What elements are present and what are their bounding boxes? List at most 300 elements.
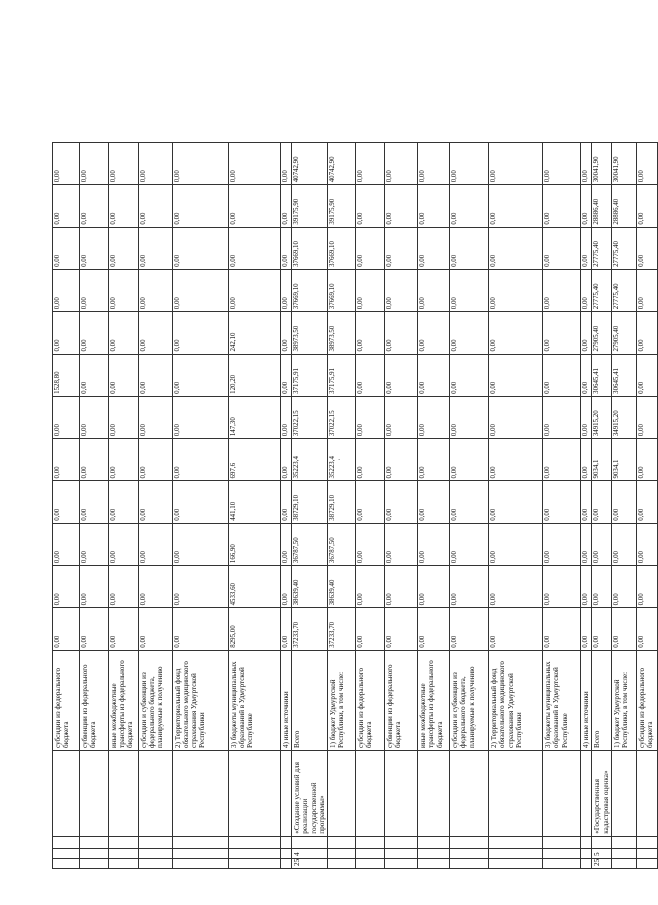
value-cell: 28886,40 bbox=[612, 185, 637, 227]
value-cell: 0,00 bbox=[592, 608, 612, 650]
value-cell: 0,00 bbox=[109, 566, 139, 608]
table-row bbox=[356, 57, 385, 869]
value-cell: 0,00 bbox=[53, 269, 80, 311]
value-cell: 0,00 bbox=[229, 269, 281, 311]
row-number-cell bbox=[581, 848, 592, 858]
value-cell: 0,00 bbox=[385, 269, 418, 311]
program-name-cell bbox=[281, 750, 292, 836]
value-cell: 0,00 bbox=[356, 227, 385, 269]
value-cell: 0,00 bbox=[637, 566, 658, 608]
value-cell: 0,00 bbox=[109, 354, 139, 396]
table-row bbox=[109, 57, 139, 869]
program-name-cell bbox=[356, 750, 385, 836]
value-cell: 0,00 bbox=[581, 312, 592, 354]
value-cell: 0,00 bbox=[109, 439, 139, 481]
value-cell: 36787,50 bbox=[328, 523, 356, 565]
value-cell: 0,00 bbox=[418, 269, 450, 311]
value-cell: 27775,40 bbox=[592, 269, 612, 311]
value-cell: 30041,90 bbox=[612, 142, 637, 184]
value-cell: 0,00 bbox=[139, 312, 173, 354]
row-number-cell bbox=[281, 848, 292, 858]
row-number-cell bbox=[53, 848, 80, 858]
value-cell: 0,00 bbox=[450, 566, 489, 608]
value-cell: 0,00 bbox=[418, 354, 450, 396]
value-cell: 0,00 bbox=[139, 608, 173, 650]
value-cell: 0,00 bbox=[281, 396, 292, 438]
value-cell: 0,00 bbox=[418, 142, 450, 184]
value-cell: 37669,10 bbox=[292, 227, 328, 269]
value-cell: 0,00 bbox=[489, 523, 543, 565]
spacer-cell bbox=[328, 836, 356, 848]
value-cell: 0,00 bbox=[418, 481, 450, 523]
table-row bbox=[229, 57, 281, 869]
value-cell: 0,00 bbox=[637, 439, 658, 481]
value-cell: 0,00 bbox=[581, 269, 592, 311]
value-cell: 0,00 bbox=[356, 566, 385, 608]
row-index-cell bbox=[385, 858, 418, 868]
value-cell: 0,00 bbox=[637, 269, 658, 311]
value-cell: 37022,15 bbox=[328, 396, 356, 438]
value-cell: 34915,20 bbox=[612, 396, 637, 438]
value-cell: 38729,10 bbox=[328, 481, 356, 523]
value-cell: 0,00 bbox=[418, 608, 450, 650]
table-row bbox=[450, 57, 489, 869]
program-name-cell bbox=[53, 750, 80, 836]
value-cell: 0,00 bbox=[637, 523, 658, 565]
table-row bbox=[328, 57, 356, 869]
value-cell: 0,00 bbox=[450, 142, 489, 184]
value-cell: 0,00 bbox=[581, 227, 592, 269]
value-cell: 0,00 bbox=[385, 227, 418, 269]
program-name-cell bbox=[418, 750, 450, 836]
value-cell: 37669,10 bbox=[328, 269, 356, 311]
budget-table bbox=[52, 56, 658, 869]
value-cell: 0,00 bbox=[489, 608, 543, 650]
value-cell: 0,00 bbox=[450, 396, 489, 438]
value-cell: 0,00 bbox=[80, 227, 109, 269]
value-cell: 0,00 bbox=[418, 312, 450, 354]
value-cell: 37233,70 bbox=[292, 608, 328, 650]
value-cell: 0,00 bbox=[173, 269, 229, 311]
value-cell: 0,00 bbox=[281, 142, 292, 184]
table-row bbox=[418, 57, 450, 869]
value-cell: 0,00 bbox=[173, 481, 229, 523]
value-cell: 0,00 bbox=[385, 396, 418, 438]
value-cell: 0,00 bbox=[80, 312, 109, 354]
value-cell: 0,00 bbox=[612, 608, 637, 650]
value-cell: 0,00 bbox=[450, 608, 489, 650]
funding-source-cell: иные межбюджетные трансферты из федерального бюджета bbox=[109, 650, 139, 750]
row-number-cell bbox=[229, 848, 281, 858]
value-cell: 0,00 bbox=[489, 396, 543, 438]
table-row bbox=[612, 57, 637, 869]
value-cell: 0,00 bbox=[543, 608, 581, 650]
row-index-cell bbox=[229, 858, 281, 868]
funding-source-cell: иные межбюджетные трансферты из федерального бюджета bbox=[418, 650, 450, 750]
value-cell: 0,00 bbox=[139, 523, 173, 565]
row-index-cell bbox=[418, 858, 450, 868]
row-index-cell: 25 bbox=[292, 858, 328, 868]
value-cell: 0,00 bbox=[450, 312, 489, 354]
funding-source-cell: субсидии из федерального бюджета bbox=[356, 650, 385, 750]
value-cell: 1528,80 bbox=[53, 354, 80, 396]
value-cell: 0,00 bbox=[356, 481, 385, 523]
value-cell: 0,00 bbox=[543, 523, 581, 565]
funding-source-cell: субсидии из федерального бюджета bbox=[53, 650, 80, 750]
value-cell: 38639,40 bbox=[292, 566, 328, 608]
value-cell: 36787,50 bbox=[292, 523, 328, 565]
value-cell: 0,00 bbox=[385, 354, 418, 396]
value-cell: 0,00 bbox=[543, 439, 581, 481]
value-cell: 0,00 bbox=[489, 439, 543, 481]
funding-source-cell: субсидии и субвенции из федерального бюджета, планируемые к получению bbox=[139, 650, 173, 750]
value-cell: 0,00 bbox=[356, 185, 385, 227]
value-cell: 0,00 bbox=[581, 481, 592, 523]
value-cell: 38973,50 bbox=[328, 312, 356, 354]
value-cell: 0,00 bbox=[450, 354, 489, 396]
value-cell: 0,00 bbox=[450, 523, 489, 565]
value-cell: 0,00 bbox=[612, 481, 637, 523]
value-cell: 0,00 bbox=[450, 227, 489, 269]
value-cell: 697,6 bbox=[229, 439, 281, 481]
row-index-cell bbox=[139, 858, 173, 868]
value-cell: 0,00 bbox=[592, 566, 612, 608]
row-number-cell: 5 bbox=[592, 848, 612, 858]
value-cell: 0,00 bbox=[173, 227, 229, 269]
value-cell: 0,00 bbox=[53, 142, 80, 184]
value-cell: 0,00 bbox=[418, 185, 450, 227]
funding-source-cell: субвенции из федерального бюджета bbox=[385, 650, 418, 750]
funding-source-cell: субсидии и субвенции из федерального бюджета, планируемые к получению bbox=[450, 650, 489, 750]
value-cell: 0,00 bbox=[80, 481, 109, 523]
value-cell: 0,00 bbox=[543, 566, 581, 608]
value-cell: 37175,91 bbox=[292, 354, 328, 396]
value-cell: 0,00 bbox=[543, 185, 581, 227]
value-cell: 0,00 bbox=[53, 523, 80, 565]
value-cell: 0,00 bbox=[489, 566, 543, 608]
value-cell: 27775,40 bbox=[592, 227, 612, 269]
value-cell: 0,00 bbox=[109, 481, 139, 523]
funding-source-cell: 3) бюджеты муниципальных образований в Удмуртской Республике bbox=[229, 650, 281, 750]
program-name-cell bbox=[139, 750, 173, 836]
program-name-cell: «Государственная кадастровая оценка» bbox=[592, 750, 612, 836]
value-cell: 0,00 bbox=[418, 227, 450, 269]
value-cell: 0,00 bbox=[80, 439, 109, 481]
value-cell: 0,00 bbox=[80, 608, 109, 650]
value-cell: 27905,40 bbox=[612, 312, 637, 354]
value-cell: 38973,50 bbox=[292, 312, 328, 354]
value-cell: 0,00 bbox=[581, 354, 592, 396]
value-cell: 0,00 bbox=[109, 608, 139, 650]
value-cell: 0,00 bbox=[356, 142, 385, 184]
row-number-cell bbox=[489, 848, 543, 858]
value-cell: 39175,90 bbox=[328, 185, 356, 227]
value-cell: 0,00 bbox=[385, 142, 418, 184]
spacer-cell bbox=[173, 836, 229, 848]
value-cell: 0,00 bbox=[637, 227, 658, 269]
spacer-cell bbox=[543, 836, 581, 848]
value-cell: 0,00 bbox=[356, 269, 385, 311]
value-cell: 0,00 bbox=[139, 354, 173, 396]
table-row bbox=[139, 57, 173, 869]
value-cell: 0,00 bbox=[281, 523, 292, 565]
spacer-cell bbox=[592, 836, 612, 848]
program-name-cell bbox=[328, 750, 356, 836]
value-cell: 0,00 bbox=[450, 481, 489, 523]
row-index-cell bbox=[543, 858, 581, 868]
program-name-cell bbox=[173, 750, 229, 836]
value-cell: 0,00 bbox=[581, 566, 592, 608]
row-number-cell bbox=[543, 848, 581, 858]
row-number-cell bbox=[450, 848, 489, 858]
value-cell: 0,00 bbox=[489, 312, 543, 354]
value-cell: 0,00 bbox=[173, 396, 229, 438]
row-number-cell bbox=[356, 848, 385, 858]
value-cell: 37022,15 bbox=[292, 396, 328, 438]
value-cell: 0,00 bbox=[139, 227, 173, 269]
program-name-cell bbox=[637, 750, 658, 836]
value-cell: 0,00 bbox=[356, 396, 385, 438]
funding-source-cell: Всего bbox=[292, 650, 328, 750]
value-cell: 0,00 bbox=[385, 185, 418, 227]
funding-source-cell: 2) Территориальный фонд обязательного медицинского страхования Удмуртской Республики bbox=[489, 650, 543, 750]
row-number-cell bbox=[418, 848, 450, 858]
value-cell: 0,00 bbox=[581, 142, 592, 184]
program-name-cell bbox=[109, 750, 139, 836]
row-number-cell bbox=[385, 848, 418, 858]
value-cell: 0,00 bbox=[53, 481, 80, 523]
program-name-cell bbox=[385, 750, 418, 836]
value-cell: 0,00 bbox=[281, 439, 292, 481]
value-cell: 0,00 bbox=[612, 523, 637, 565]
row-number-cell bbox=[139, 848, 173, 858]
value-cell: 0,00 bbox=[281, 354, 292, 396]
value-cell: 0,00 bbox=[139, 566, 173, 608]
value-cell: 0,00 bbox=[592, 481, 612, 523]
value-cell: 0,00 bbox=[281, 481, 292, 523]
value-cell: 0,00 bbox=[450, 269, 489, 311]
value-cell: 0,00 bbox=[281, 608, 292, 650]
value-cell: 0,00 bbox=[489, 142, 543, 184]
spacer-cell bbox=[637, 836, 658, 848]
spacer-cell bbox=[292, 836, 328, 848]
table-row bbox=[281, 57, 292, 869]
value-cell: 441,10 bbox=[229, 481, 281, 523]
value-cell: 0,00 bbox=[109, 227, 139, 269]
row-number-cell bbox=[612, 848, 637, 858]
funding-source-cell: Всего bbox=[592, 650, 612, 750]
funding-source-cell: 3) бюджеты муниципальных образований в Удмуртской Республике bbox=[543, 650, 581, 750]
value-cell: 0,00 bbox=[489, 481, 543, 523]
value-cell: 30645,41 bbox=[592, 354, 612, 396]
row-index-cell bbox=[328, 858, 356, 868]
value-cell: 0,00 bbox=[581, 439, 592, 481]
spacer-cell bbox=[281, 836, 292, 848]
row-index-cell bbox=[356, 858, 385, 868]
funding-source-cell: 1) бюджет Удмуртской Республики, в том числе: bbox=[328, 650, 356, 750]
value-cell: 35223,4 bbox=[328, 439, 356, 481]
value-cell: 166,90 bbox=[229, 523, 281, 565]
value-cell: 0,00 bbox=[173, 608, 229, 650]
row-number-cell bbox=[109, 848, 139, 858]
value-cell: 37233,70 bbox=[328, 608, 356, 650]
value-cell: 0,00 bbox=[356, 608, 385, 650]
value-cell: 0,00 bbox=[53, 608, 80, 650]
value-cell: 0,00 bbox=[80, 185, 109, 227]
value-cell: 39175,90 bbox=[292, 185, 328, 227]
value-cell: 0,00 bbox=[489, 185, 543, 227]
value-cell: 28886,40 bbox=[592, 185, 612, 227]
value-cell: 0,00 bbox=[109, 142, 139, 184]
value-cell: 0,00 bbox=[53, 396, 80, 438]
value-cell: 38639,40 bbox=[328, 566, 356, 608]
value-cell: 0,00 bbox=[139, 396, 173, 438]
spacer-cell bbox=[80, 836, 109, 848]
value-cell: 0,00 bbox=[109, 396, 139, 438]
value-cell: 35223,4 bbox=[292, 439, 328, 481]
value-cell: 0,00 bbox=[418, 439, 450, 481]
value-cell: 0,00 bbox=[80, 142, 109, 184]
row-number-cell bbox=[80, 848, 109, 858]
value-cell: 0,00 bbox=[356, 354, 385, 396]
value-cell: 0,00 bbox=[173, 185, 229, 227]
value-cell: 0,00 bbox=[637, 396, 658, 438]
value-cell: 34915,20 bbox=[592, 396, 612, 438]
value-cell: 0,00 bbox=[173, 523, 229, 565]
value-cell: 0,00 bbox=[543, 142, 581, 184]
table-row bbox=[173, 57, 229, 869]
value-cell: 0,00 bbox=[80, 396, 109, 438]
table-row bbox=[53, 57, 80, 869]
row-index-cell bbox=[489, 858, 543, 868]
value-cell: 0,00 bbox=[637, 142, 658, 184]
funding-source-cell: 4) иные источники bbox=[581, 650, 592, 750]
table-row bbox=[292, 57, 328, 869]
value-cell: 0,00 bbox=[543, 227, 581, 269]
value-cell: 0,00 bbox=[229, 185, 281, 227]
value-cell: 40742,90 bbox=[292, 142, 328, 184]
value-cell: 38729,10 bbox=[292, 481, 328, 523]
value-cell: 0,00 bbox=[581, 608, 592, 650]
value-cell: 0,00 bbox=[385, 608, 418, 650]
value-cell: 0,00 bbox=[173, 312, 229, 354]
value-cell: 0,00 bbox=[173, 354, 229, 396]
value-cell: 0,00 bbox=[592, 523, 612, 565]
value-cell: 0,00 bbox=[80, 269, 109, 311]
value-cell: 0,00 bbox=[109, 523, 139, 565]
value-cell: 0,00 bbox=[281, 185, 292, 227]
value-cell: 242,10 bbox=[229, 312, 281, 354]
funding-source-cell: 1) бюджет Удмуртской Республики, в том числе: bbox=[612, 650, 637, 750]
row-index-cell bbox=[612, 858, 637, 868]
spacer-cell bbox=[418, 836, 450, 848]
value-cell: 0,00 bbox=[450, 185, 489, 227]
value-cell: 0,00 bbox=[385, 566, 418, 608]
value-cell: 0,00 bbox=[139, 142, 173, 184]
program-name-cell bbox=[80, 750, 109, 836]
value-cell: 37175,91 bbox=[328, 354, 356, 396]
funding-source-cell: субсидии из федерального бюджета bbox=[637, 650, 658, 750]
spacer-cell bbox=[53, 836, 80, 848]
value-cell: 40742,90 bbox=[328, 142, 356, 184]
value-cell: 0,00 bbox=[356, 312, 385, 354]
value-cell: 0,00 bbox=[53, 312, 80, 354]
value-cell: 27905,40 bbox=[592, 312, 612, 354]
value-cell: 0,00 bbox=[139, 481, 173, 523]
row-number-cell bbox=[328, 848, 356, 858]
value-cell: 0,00 bbox=[356, 439, 385, 481]
value-cell: 0,00 bbox=[418, 566, 450, 608]
value-cell: 37669,10 bbox=[328, 227, 356, 269]
spacer-cell bbox=[612, 836, 637, 848]
spacer-cell bbox=[109, 836, 139, 848]
value-cell: 0,00 bbox=[80, 523, 109, 565]
program-name-cell bbox=[489, 750, 543, 836]
table-row bbox=[489, 57, 543, 869]
value-cell: 0,00 bbox=[637, 481, 658, 523]
value-cell: 0,00 bbox=[489, 227, 543, 269]
value-cell: 0,00 bbox=[139, 439, 173, 481]
value-cell: 0,00 bbox=[53, 566, 80, 608]
table-row bbox=[581, 57, 592, 869]
value-cell: 0,00 bbox=[581, 185, 592, 227]
table-row bbox=[385, 57, 418, 869]
program-name-cell bbox=[229, 750, 281, 836]
value-cell: 0,00 bbox=[53, 185, 80, 227]
value-cell: 30041,90 bbox=[592, 142, 612, 184]
value-cell: 0,00 bbox=[385, 312, 418, 354]
value-cell: 0,00 bbox=[173, 439, 229, 481]
value-cell: 147,30 bbox=[229, 396, 281, 438]
table-row bbox=[637, 57, 658, 869]
value-cell: 0,00 bbox=[385, 481, 418, 523]
spacer-cell bbox=[385, 836, 418, 848]
value-cell: 0,00 bbox=[356, 523, 385, 565]
value-cell: 0,00 bbox=[173, 142, 229, 184]
value-cell: 0,00 bbox=[80, 566, 109, 608]
spacer-cell bbox=[581, 836, 592, 848]
value-cell: 0,00 bbox=[53, 439, 80, 481]
value-cell: 0,00 bbox=[581, 396, 592, 438]
value-cell: 0,00 bbox=[109, 269, 139, 311]
program-name-cell bbox=[543, 750, 581, 836]
value-cell: 0,00 bbox=[80, 354, 109, 396]
value-cell: 0,00 bbox=[229, 227, 281, 269]
value-cell: 0,00 bbox=[418, 523, 450, 565]
row-index-cell bbox=[173, 858, 229, 868]
value-cell: 4533,60 bbox=[229, 566, 281, 608]
value-cell: 9034,1 bbox=[592, 439, 612, 481]
value-cell: 9034,1 bbox=[612, 439, 637, 481]
value-cell: 30645,41 bbox=[612, 354, 637, 396]
value-cell: 0,00 bbox=[543, 269, 581, 311]
value-cell: 0,00 bbox=[139, 185, 173, 227]
row-index-cell bbox=[581, 858, 592, 868]
value-cell: 0,00 bbox=[637, 608, 658, 650]
table-row bbox=[592, 57, 612, 869]
value-cell: 0,00 bbox=[418, 396, 450, 438]
value-cell: 0,00 bbox=[229, 142, 281, 184]
spacer-cell bbox=[450, 836, 489, 848]
value-cell: 0,00 bbox=[581, 523, 592, 565]
value-cell: 0,00 bbox=[489, 354, 543, 396]
value-cell: 8295,00 bbox=[229, 608, 281, 650]
row-index-cell: 25 bbox=[592, 858, 612, 868]
value-cell: 0,00 bbox=[385, 439, 418, 481]
spacer-cell bbox=[489, 836, 543, 848]
spacer-cell bbox=[139, 836, 173, 848]
program-name-cell bbox=[612, 750, 637, 836]
